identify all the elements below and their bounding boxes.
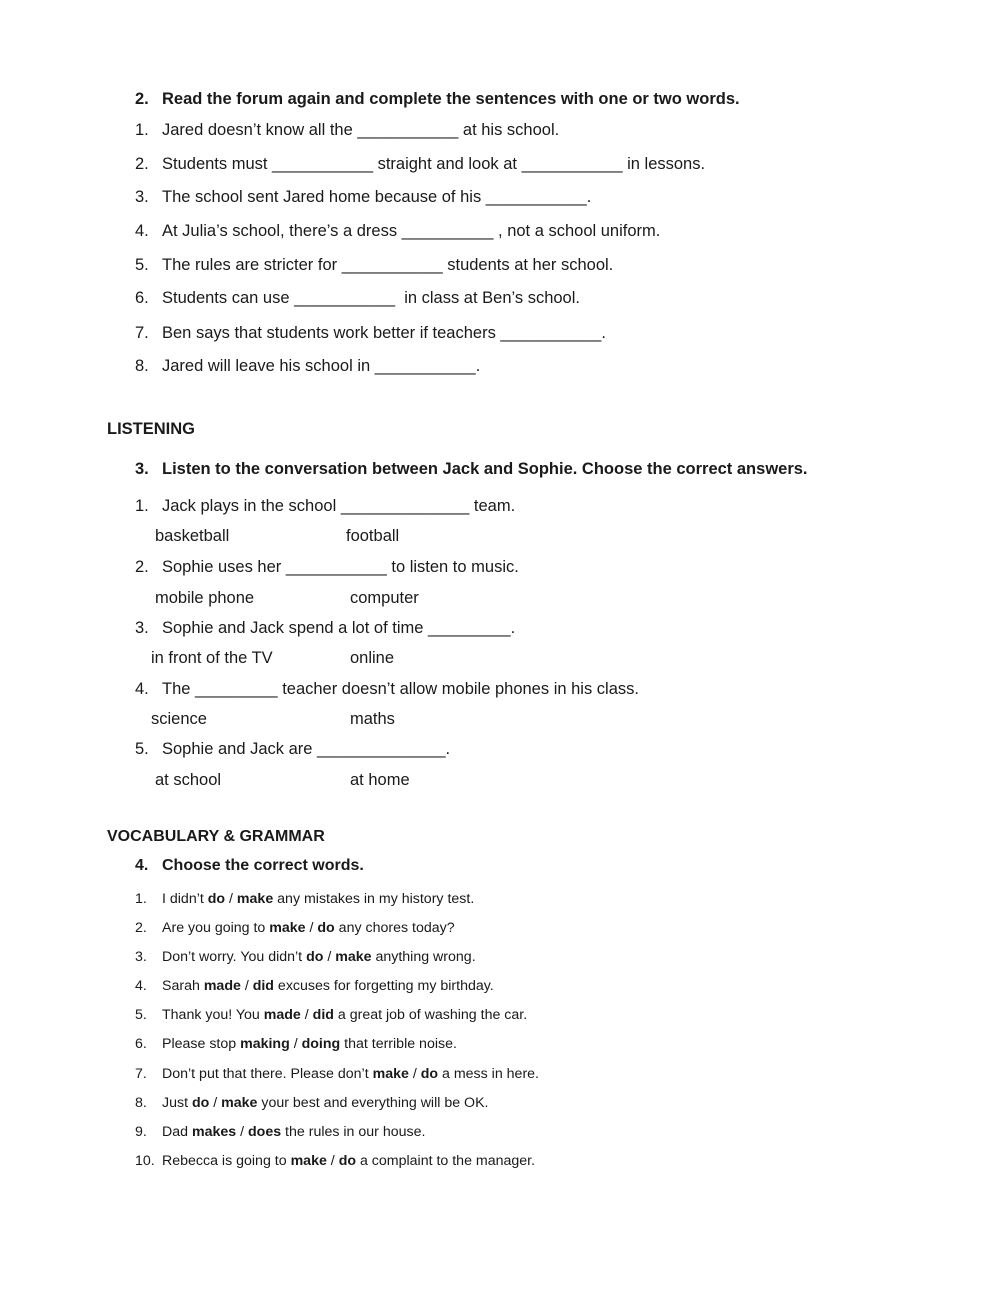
ex2-item <box>135 189 591 206</box>
item-text-after: a great job of washing the car. <box>333 1007 528 1023</box>
listening-item <box>135 741 450 758</box>
item-number: 3. <box>135 949 147 965</box>
item-number: 4. <box>135 680 149 698</box>
item-number: 5. <box>135 256 149 274</box>
choice-separator: / <box>305 920 318 936</box>
choice-separator: / <box>225 891 237 907</box>
word-choice-a[interactable]: make <box>269 920 306 936</box>
item-text: Jack plays in the school ______________ team. <box>162 497 516 515</box>
ex2-item <box>135 156 705 173</box>
item-text-after: that terrible noise. <box>340 1036 457 1052</box>
word-choice-b[interactable]: do <box>420 1066 439 1082</box>
word-choice-b[interactable]: did <box>252 978 274 994</box>
item-number: 7. <box>135 1066 147 1082</box>
answer-option-a[interactable]: at school <box>155 771 222 789</box>
heading-text: Listen to the conversation between Jack and Sophie. Choose the correct answers. <box>162 460 808 478</box>
item-number: 4. <box>135 978 147 994</box>
item-text-before: Sarah <box>162 978 204 994</box>
listening-item <box>135 498 515 515</box>
exercise-4-heading <box>135 858 364 874</box>
answer-option-b[interactable]: computer <box>350 589 419 607</box>
item-text: At Julia’s school, there’s a dress __________ , not a school uniform. <box>162 222 661 240</box>
section-title-listening: LISTENING <box>107 420 196 438</box>
heading-number: 2. <box>135 90 149 108</box>
item-number: 2. <box>135 155 149 173</box>
item-text-before: Dad <box>162 1124 192 1140</box>
item-text: Jared will leave his school in ___________. <box>162 357 481 375</box>
item-number: 1. <box>135 497 149 515</box>
word-choice-a[interactable]: do <box>306 949 324 965</box>
ex2-item <box>135 290 580 307</box>
vocab-item <box>135 1008 527 1022</box>
item-number: 5. <box>135 1007 147 1023</box>
listening-item <box>135 681 639 698</box>
listening-item <box>135 620 515 637</box>
item-number: 5. <box>135 740 149 758</box>
word-choice-a[interactable]: do <box>191 1095 210 1111</box>
word-choice-a[interactable]: do <box>207 891 226 907</box>
word-choice-a[interactable]: make <box>372 1066 409 1082</box>
item-text-before: Thank you! You <box>162 1007 264 1023</box>
item-text: Sophie and Jack spend a lot of time _________. <box>162 619 516 637</box>
exercise-3-heading <box>135 461 808 478</box>
item-text: Students must ___________ straight and look at ___________ in lessons. <box>162 155 706 173</box>
heading-text: Read the forum again and complete the sentences with one or two words. <box>162 90 740 108</box>
item-text-after: a mess in here. <box>438 1066 539 1082</box>
answer-option-b[interactable]: at home <box>350 771 410 789</box>
listening-item <box>135 559 519 576</box>
answer-option-a[interactable]: in front of the TV <box>151 649 273 667</box>
item-number: 2. <box>135 920 147 936</box>
item-text-before: Are you going to <box>162 920 270 936</box>
answer-option-b[interactable]: online <box>350 649 395 667</box>
item-text: Students can use ___________ in class at Ben’s school. <box>162 289 580 307</box>
item-text-after: the rules in our house. <box>281 1124 426 1140</box>
ex2-item <box>135 223 660 240</box>
choice-separator: / <box>289 1036 302 1052</box>
answer-option-a[interactable]: science <box>151 710 207 728</box>
item-text-before: Don’t worry. You didn’t <box>162 949 307 965</box>
vocab-item <box>135 979 494 993</box>
item-text: Sophie uses her ___________ to listen to music. <box>162 558 519 576</box>
choice-separator: / <box>323 949 336 965</box>
item-number: 6. <box>135 289 149 307</box>
item-text: Ben says that students work better if teachers ___________. <box>162 324 606 342</box>
choice-separator: / <box>209 1095 222 1111</box>
item-number: 6. <box>135 1036 147 1052</box>
word-choice-b[interactable]: make <box>221 1095 258 1111</box>
section-title-vocabulary-grammar: VOCABULARY & GRAMMAR <box>107 828 325 845</box>
word-choice-b[interactable]: does <box>247 1124 282 1140</box>
vocab-item <box>135 921 455 935</box>
ex2-item <box>135 358 480 375</box>
item-text-before: Rebecca is going to <box>162 1153 291 1169</box>
answer-option-b[interactable]: maths <box>350 710 395 728</box>
vocab-item <box>135 1154 535 1168</box>
item-text-after: a complaint to the manager. <box>356 1153 536 1169</box>
item-number: 2. <box>135 558 149 576</box>
item-number: 1. <box>135 891 147 907</box>
item-text: The school sent Jared home because of his ___________. <box>162 188 592 206</box>
item-text-after: your best and everything will be OK. <box>257 1095 489 1111</box>
ex2-item <box>135 122 559 139</box>
word-choice-a[interactable]: makes <box>191 1124 237 1140</box>
vocab-item <box>135 1096 489 1110</box>
item-number: 9. <box>135 1124 147 1140</box>
item-text-before: Just <box>162 1095 192 1111</box>
item-number: 8. <box>135 357 149 375</box>
heading-number: 3. <box>135 460 149 478</box>
heading-text: Choose the correct words. <box>162 857 364 874</box>
exercise-2-heading <box>135 91 740 108</box>
item-text-after: anything wrong. <box>371 949 476 965</box>
item-number: 10. <box>135 1153 155 1169</box>
answer-option-a[interactable]: basketball <box>155 527 230 545</box>
word-choice-a[interactable]: make <box>290 1153 327 1169</box>
word-choice-b[interactable]: did <box>312 1007 334 1023</box>
item-text: Jared doesn’t know all the ___________ at his school. <box>162 121 560 139</box>
item-text-after: excuses for forgetting my birthday. <box>273 978 494 994</box>
choice-separator: / <box>326 1153 339 1169</box>
choice-separator: / <box>408 1066 421 1082</box>
word-choice-b[interactable]: do <box>338 1153 357 1169</box>
vocab-item <box>135 950 476 964</box>
word-choice-b[interactable]: make <box>335 949 372 965</box>
item-text: Sophie and Jack are ______________. <box>162 740 451 758</box>
word-choice-b[interactable]: doing <box>301 1036 341 1052</box>
item-text-before: I didn’t <box>162 891 208 907</box>
item-text: The rules are stricter for ___________ students at her school. <box>162 256 614 274</box>
answer-option-b[interactable]: football <box>346 527 400 545</box>
item-text-before: Please stop <box>162 1036 241 1052</box>
item-text-after: any mistakes in my history test. <box>273 891 475 907</box>
word-choice-b[interactable]: do <box>317 920 335 936</box>
item-number: 4. <box>135 222 149 240</box>
item-text-before: Don’t put that there. Please don’t <box>162 1066 373 1082</box>
item-text-after: any chores today? <box>334 920 455 936</box>
item-text: The _________ teacher doesn’t allow mobile phones in his class. <box>162 680 639 698</box>
ex2-item <box>135 257 613 274</box>
vocab-item <box>135 1067 539 1081</box>
answer-option-a[interactable]: mobile phone <box>155 589 255 607</box>
item-number: 3. <box>135 188 149 206</box>
item-number: 7. <box>135 324 149 342</box>
word-choice-a[interactable]: made <box>263 1007 301 1023</box>
choice-separator: / <box>300 1007 313 1023</box>
vocab-item <box>135 1125 425 1139</box>
word-choice-b[interactable]: make <box>236 891 274 907</box>
item-number: 1. <box>135 121 149 139</box>
vocab-item <box>135 892 474 906</box>
choice-separator: / <box>236 1124 248 1140</box>
word-choice-a[interactable]: making <box>240 1036 290 1052</box>
item-number: 8. <box>135 1095 147 1111</box>
item-number: 3. <box>135 619 149 637</box>
choice-separator: / <box>240 978 253 994</box>
heading-number: 4. <box>135 857 149 874</box>
word-choice-a[interactable]: made <box>203 978 241 994</box>
ex2-item <box>135 325 606 342</box>
vocab-item <box>135 1037 457 1051</box>
